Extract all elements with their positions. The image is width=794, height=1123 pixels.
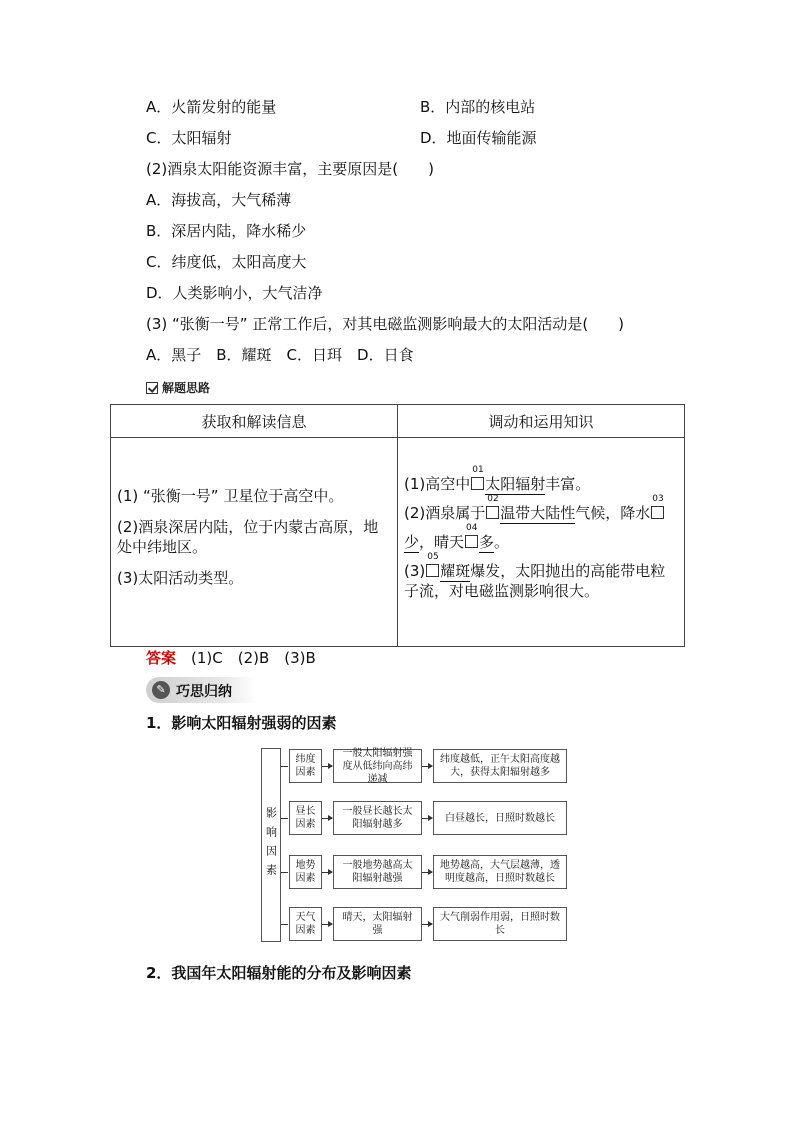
q1-option-d: D．地面传输能源	[420, 129, 537, 147]
right-line-1: (1)高空中 01 太阳辐射丰富。	[404, 465, 591, 493]
q2-option-d: D．人类影响小，大气洁净	[146, 284, 323, 302]
right-line-3: 少，晴天 04 多。	[404, 523, 510, 551]
blank-box-icon: 01	[471, 477, 484, 490]
blank-box-icon: 05	[426, 564, 439, 577]
q2-option-c: C．纬度低，太阳高度大	[146, 253, 307, 271]
table-cell-right	[398, 438, 685, 647]
table-header-right: 调动和运用知识	[398, 405, 685, 438]
arrow-icon	[422, 872, 432, 873]
right-line-4: (3) 05 耀斑爆发，太阳抛出的高能带电粒	[404, 552, 666, 580]
q1-option-b: B．内部的核电站	[420, 98, 536, 116]
right-line-5: 子流，对电磁监测影响很大。	[404, 582, 600, 600]
right-line-2: (2)酒泉属于 02 温带大陆性气候，降水 03	[404, 494, 664, 522]
arrow-icon	[322, 818, 332, 819]
solution-tag	[146, 379, 210, 396]
summary-banner	[146, 677, 256, 703]
rule-box: 晴天，太阳辐射强	[333, 907, 422, 941]
result-box: 白昼越长，日照时数越长	[433, 801, 567, 835]
blank-box-icon: 04	[465, 535, 478, 548]
arrow-icon	[322, 766, 332, 767]
heading-1: 1．影响太阳辐射强弱的因素	[146, 714, 337, 732]
diagram-root: 影响因素	[261, 748, 281, 942]
blank-box-icon: 02	[486, 506, 499, 519]
table-cell-left	[111, 438, 398, 647]
q2-stem: (2)酒泉太阳能资源丰富，主要原因是( )	[146, 160, 434, 178]
arrow-icon	[322, 924, 332, 925]
table-header-left: 获取和解读信息	[111, 405, 398, 438]
factor-box: 昼长因素	[289, 801, 322, 835]
answer-value: (1)C (2)B (3)B	[191, 649, 316, 667]
summary-banner-label: 巧思归纳	[176, 684, 232, 700]
heading-2: 2．我国年太阳辐射能的分布及影响因素	[146, 964, 412, 982]
q1-option-c: C．太阳辐射	[146, 129, 232, 147]
q3-stem: (3) “张衡一号” 正常工作后，对其电磁监测影响最大的太阳活动是( )	[146, 315, 625, 333]
q1-option-a: A．火箭发射的能量	[146, 98, 277, 116]
result-box: 纬度越低，正午太阳高度越大，获得太阳辐射越多	[433, 749, 567, 783]
connector-line	[281, 924, 288, 925]
blank-box-icon: 03	[651, 506, 664, 519]
rule-box: 一般地势越高太阳辐射越强	[333, 855, 422, 889]
left-line-3: 处中纬地区。	[117, 537, 208, 556]
left-line-1: (1) “张衡一号” 卫星位于高空中。	[117, 486, 344, 505]
connector-line	[281, 766, 288, 767]
checkbox-icon	[146, 382, 158, 394]
result-box: 大气削弱作用弱，日照时数长	[433, 907, 567, 941]
factor-box: 地势因素	[289, 855, 322, 889]
rule-box: 一般昼长越长太阳辐射越多	[333, 801, 422, 835]
connector-line	[281, 872, 288, 873]
q2-option-b: B．深居内陆，降水稀少	[146, 222, 307, 240]
pen-icon: ✎	[152, 681, 170, 699]
arrow-icon	[422, 766, 432, 767]
result-box: 地势越高，大气层越薄，透明度越高，日照时数越长	[433, 855, 567, 889]
solution-tag-label: 解题思路	[162, 381, 211, 395]
solution-table	[110, 404, 685, 647]
rule-box: 一般太阳辐射强度从低纬向高纬递减	[333, 749, 422, 783]
arrow-icon	[422, 818, 432, 819]
connector-line	[281, 818, 288, 819]
left-line-2: (2)酒泉深居内陆，位于内蒙古高原，地	[117, 517, 379, 536]
q3-options: A．黑子 B．耀斑 C．日珥 D．日食	[146, 346, 414, 364]
answer-line	[146, 648, 316, 668]
factor-box: 天气因素	[289, 907, 322, 941]
left-line-4: (3)太阳活动类型。	[117, 568, 244, 587]
arrow-icon	[422, 924, 432, 925]
arrow-icon	[322, 872, 332, 873]
q2-option-a: A．海拔高，大气稀薄	[146, 191, 292, 209]
answer-label: 答案	[146, 649, 177, 667]
factor-box: 纬度因素	[289, 749, 322, 783]
